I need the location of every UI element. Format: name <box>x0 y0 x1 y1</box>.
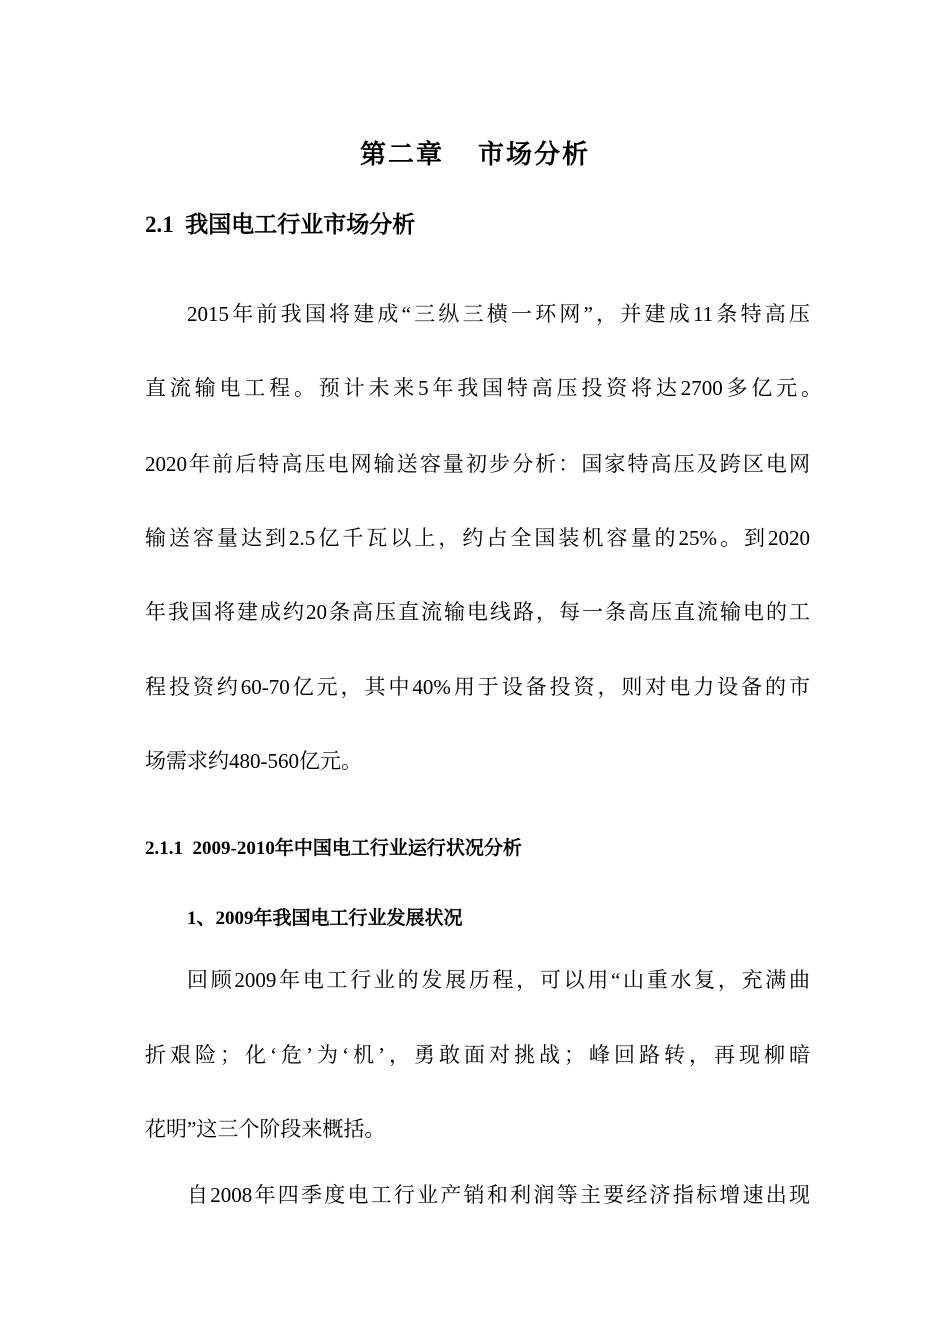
paragraph2-line-3: 花明”这三个阶段来概括。 <box>145 1117 386 1141</box>
paragraph1-line-1: 2015年前我国将建成“三纵三横一环网”，并建成11条特高压 <box>187 302 810 326</box>
paragraph2-line-2: 折艰险；化‘危’为‘机’，勇敢面对挑战；峰回路转，再现柳暗 <box>145 1043 810 1067</box>
paragraph1-line-4: 输送容量达到2.5亿千瓦以上，约占全国装机容量的25%。到2020 <box>145 526 810 550</box>
paragraph1-line-6: 程投资约60-70亿元，其中40%用于设备投资，则对电力设备的市 <box>145 675 810 699</box>
paragraph1-line-2: 直流输电工程。预计未来5年我国特高压投资将达2700多亿元。 <box>145 376 822 400</box>
paragraph3-line-1: 自2008年四季度电工行业产销和利润等主要经济指标增速出现 <box>187 1183 810 1207</box>
paragraph1-line-3: 2020年前后特高压电网输送容量初步分析：国家特高压及跨区电网 <box>145 452 810 476</box>
section-heading: 2.1 我国电工行业市场分析 <box>145 212 416 237</box>
chapter-title: 第二章 市场分析 <box>359 140 590 169</box>
item-heading: 1、2009年我国电工行业发展状况 <box>187 908 463 929</box>
paragraph1-line-5: 年我国将建成约20条高压直流输电线路，每一条高压直流输电的工 <box>145 600 810 624</box>
paragraph1-line-7: 场需求约480-560亿元。 <box>145 749 362 773</box>
paragraph2-line-1: 回顾2009年电工行业的发展历程，可以用“山重水复，充满曲 <box>187 968 810 992</box>
subsection-heading: 2.1.1 2009-2010年中国电工行业运行状况分析 <box>145 838 522 859</box>
